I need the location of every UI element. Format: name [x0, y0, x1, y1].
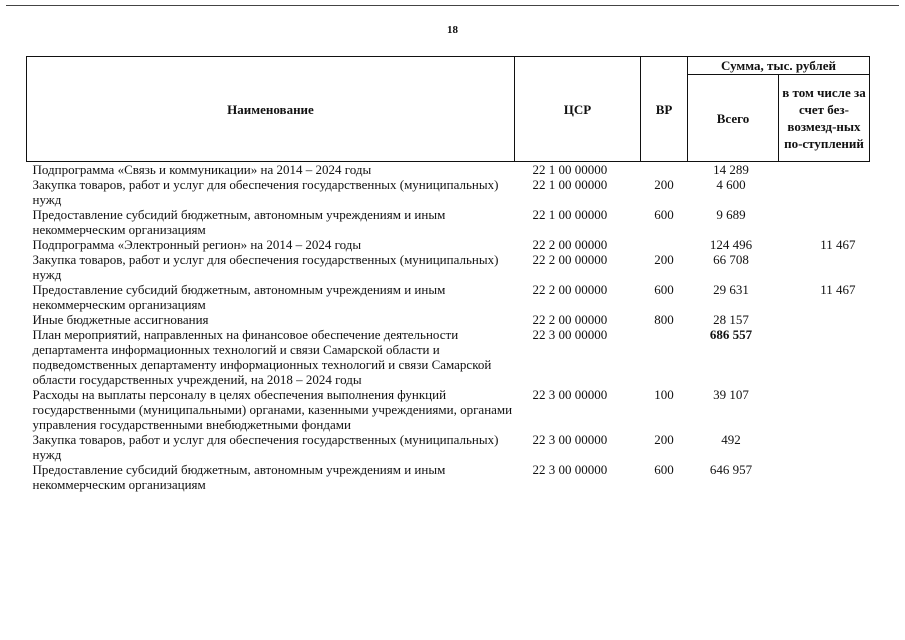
row-total: 9 689 — [716, 207, 746, 222]
row-csr: 22 3 00 00000 — [532, 462, 608, 477]
row-name: Подпрограмма «Связь и коммуникации» на 2014 – 2024 годы — [32, 162, 372, 177]
row-total: 646 957 — [709, 462, 753, 477]
table-row — [27, 312, 870, 327]
table-row — [27, 387, 870, 432]
row-vr: 200 — [654, 177, 674, 192]
row-total: 124 496 — [709, 237, 753, 252]
row-incl — [779, 162, 870, 178]
row-name: Закупка товаров, работ и услуг для обеспечения государственных (муниципальных) нужд — [32, 252, 499, 282]
row-vr: 200 — [654, 252, 674, 267]
row-incl — [779, 432, 870, 462]
header-incl: в том числе за счет без-возмезд-ных по-ступлений — [779, 75, 870, 162]
row-csr: 22 2 00 00000 — [532, 282, 608, 297]
row-total: 28 157 — [713, 312, 749, 327]
row-incl — [779, 462, 870, 492]
row-total: 29 631 — [713, 282, 749, 297]
row-vr — [641, 327, 688, 387]
page-number: 18 — [447, 24, 458, 36]
row-name: Закупка товаров, работ и услуг для обеспечения государственных (муниципальных) нужд — [32, 177, 499, 207]
row-total: 686 557 — [709, 327, 753, 342]
row-vr: 600 — [654, 207, 674, 222]
row-csr: 22 1 00 00000 — [532, 162, 608, 177]
table-row — [27, 207, 870, 237]
row-incl: 11 467 — [820, 282, 856, 297]
table-row — [27, 462, 870, 492]
row-total: 14 289 — [713, 162, 749, 177]
table-row — [27, 327, 870, 387]
row-vr — [641, 162, 688, 178]
row-csr: 22 2 00 00000 — [532, 312, 608, 327]
row-csr: 22 3 00 00000 — [532, 327, 608, 342]
row-total: 4 600 — [716, 177, 746, 192]
row-csr: 22 3 00 00000 — [532, 432, 608, 447]
row-name: Предоставление субсидий бюджетным, автономным учреждениям и иным некоммерческим организациям — [32, 207, 446, 237]
header-name: Наименование — [27, 57, 515, 162]
row-total: 66 708 — [713, 252, 749, 267]
row-name: Закупка товаров, работ и услуг для обеспечения государственных (муниципальных) нужд — [32, 432, 499, 462]
row-name: Иные бюджетные ассигнования — [32, 312, 209, 327]
header-csr: ЦСР — [515, 57, 641, 162]
row-incl — [779, 207, 870, 237]
row-csr: 22 1 00 00000 — [532, 177, 608, 192]
row-name: Предоставление субсидий бюджетным, автономным учреждениям и иным некоммерческим организациям — [32, 462, 446, 492]
top-border-line — [6, 5, 899, 6]
row-csr: 22 2 00 00000 — [532, 252, 608, 267]
row-csr: 22 1 00 00000 — [532, 207, 608, 222]
row-incl — [779, 387, 870, 432]
row-csr: 22 2 00 00000 — [532, 237, 608, 252]
table-row — [27, 162, 870, 178]
row-incl — [779, 312, 870, 327]
row-vr: 100 — [654, 387, 674, 402]
row-name: Подпрограмма «Электронный регион» на 2014 – 2024 годы — [32, 237, 362, 252]
header-total: Всего — [688, 75, 779, 162]
row-csr: 22 3 00 00000 — [532, 387, 608, 402]
row-vr: 600 — [654, 462, 674, 477]
row-vr: 800 — [654, 312, 674, 327]
row-vr: 200 — [654, 432, 674, 447]
table-row — [27, 432, 870, 462]
row-total: 39 107 — [713, 387, 749, 402]
budget-table — [26, 56, 870, 492]
row-incl — [779, 252, 870, 282]
row-vr: 600 — [654, 282, 674, 297]
table-row — [27, 282, 870, 312]
row-incl — [779, 327, 870, 387]
row-name: Расходы на выплаты персоналу в целях обеспечения выполнения функций государственными (муниципальными) органами, казенными учреждениями, органами управления государственными внебюджетными фондами — [32, 387, 513, 432]
header-sum-group: Сумма, тыс. рублей — [688, 57, 870, 75]
row-incl: 11 467 — [820, 237, 856, 252]
table-row — [27, 177, 870, 207]
row-vr — [641, 237, 688, 252]
header-vr: ВР — [641, 57, 688, 162]
row-total: 492 — [721, 432, 741, 447]
row-name: Предоставление субсидий бюджетным, автономным учреждениям и иным некоммерческим организациям — [32, 282, 446, 312]
row-name: План мероприятий, направленных на финансовое обеспечение деятельности департамента информационных технологий и связи Самарской области и подведомственных департаменту информационных технологий и связи Самарской области государственных учреждений, на 2018 – 2024 годы — [32, 327, 492, 387]
table-row — [27, 252, 870, 282]
table-row — [27, 237, 870, 252]
row-incl — [779, 177, 870, 207]
